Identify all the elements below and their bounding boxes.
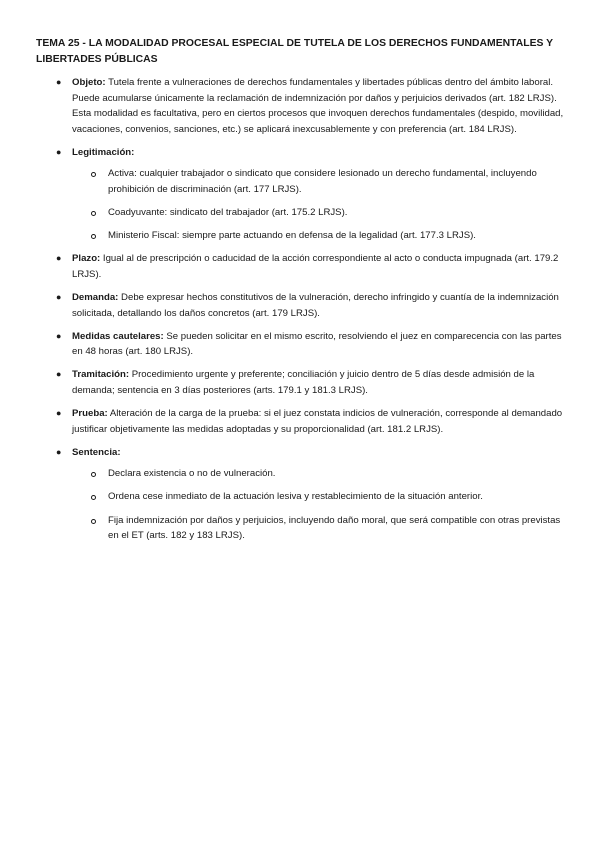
sub-item-text: Activa: cualquier trabajador o sindicato que considere lesionado un derecho fundamental, incluyendo prohibición de discriminación (art. 177 LRJS). <box>108 168 537 196</box>
topic-item <box>36 367 566 398</box>
circle-bullet-icon <box>91 495 96 500</box>
bullet-icon: ● <box>56 292 62 303</box>
topic-term: Medidas cautelares: <box>72 330 164 342</box>
bullet-icon: ● <box>56 253 62 264</box>
topic-item <box>36 251 566 282</box>
sub-list <box>72 466 566 543</box>
topic-term: Objeto: <box>72 77 106 88</box>
circle-bullet-icon <box>91 172 96 177</box>
bullet-icon: ● <box>56 330 62 341</box>
topic-text: Procedimiento urgente y preferente; conciliación y juicio dentro de 5 días desde admisión de la demanda; sentencia en 3 días posteriores (arts. 179.1 y 181.3 LRJS). <box>72 369 535 396</box>
sub-item-text: Ordena cese inmediato de la actuación lesiva y restablecimiento de la situación anterior. <box>108 491 483 503</box>
topic-term: Sentencia: <box>72 446 121 458</box>
bullet-icon: ● <box>56 146 62 157</box>
topic-item <box>36 329 566 360</box>
topic-item <box>36 445 566 544</box>
topic-text: Igual al de prescripción o caducidad de la acción correspondiente al acto o conducta impugnada (art. 179.2 LRJS). <box>72 253 559 280</box>
topic-term: Tramitación: <box>72 369 130 381</box>
topic-term: Demanda: <box>72 292 119 304</box>
topic-item <box>36 75 566 137</box>
topic-text: Se pueden solicitar en el mismo escrito, resolviendo el juez en comparecencia con las partes en 48 horas (art. 180 LRJS). <box>72 330 562 358</box>
sub-list <box>72 166 566 243</box>
circle-bullet-icon <box>91 472 96 477</box>
topic-text: Debe expresar hechos constitutivos de la vulneración, derecho infringido y cuantía de la indemnización solicitada, detallando los daños concretos (art. 179 LRJS). <box>72 292 559 319</box>
sub-item <box>72 205 566 221</box>
sub-item <box>72 228 566 244</box>
sub-item <box>72 466 566 482</box>
topic-term: Prueba: <box>72 408 108 420</box>
bullet-icon: ● <box>56 408 62 419</box>
topic-text: Tutela frente a vulneraciones de derechos fundamentales y libertades públicas dentro del ámbito laboral. Puede acumularse únicamente la reclamación de indemnización por daños y perjuicios derivados (art. 182 LRJS). Esta modalidad es facultativa, pero en ciertos procesos que invoquen derechos fundamentales (despido, movilidad, vacaciones, convenios, sanciones, etc.) se aplicará inexcusablemente y con preferencia (art. 184 LRJS). <box>72 77 564 135</box>
sub-item <box>72 489 566 505</box>
topic-item <box>36 290 566 321</box>
circle-bullet-icon <box>91 211 96 216</box>
circle-bullet-icon <box>91 234 96 239</box>
topic-term: Legitimación: <box>72 146 135 158</box>
bullet-icon: ● <box>56 77 62 87</box>
bullet-icon: ● <box>56 446 62 457</box>
topic-term: Plazo: <box>72 253 101 265</box>
topic-list <box>36 75 566 544</box>
sub-item-text: Ministerio Fiscal: siempre parte actuando en defensa de la legalidad (art. 177.3 LRJS). <box>108 230 476 242</box>
sub-item-text: Coadyuvante: sindicato del trabajador (art. 175.2 LRJS). <box>108 207 348 219</box>
topic-item <box>36 145 566 244</box>
bullet-icon: ● <box>56 369 62 380</box>
sub-item-text: Declara existencia o no de vulneración. <box>108 468 276 480</box>
topic-text: Alteración de la carga de la prueba: si el juez constata indicios de vulneración, corresponde al demandado justificar objetivamente las medidas adoptadas y su proporcionalidad (art. 181.2 LRJS). <box>72 408 563 435</box>
sub-item <box>72 513 566 544</box>
document-title: TEMA 25 - LA MODALIDAD PROCESAL ESPECIAL DE TUTELA DE LOS DERECHOS FUNDAMENTALES Y LIBERTADES PÚBLICAS <box>36 38 553 65</box>
sub-item-text: Fija indemnización por daños y perjuicios, incluyendo daño moral, que será compatible con otras previstas en el ET (arts. 182 y 183 LRJS). <box>108 514 561 542</box>
topic-item <box>36 406 566 437</box>
circle-bullet-icon <box>91 519 96 524</box>
sub-item <box>72 166 566 197</box>
